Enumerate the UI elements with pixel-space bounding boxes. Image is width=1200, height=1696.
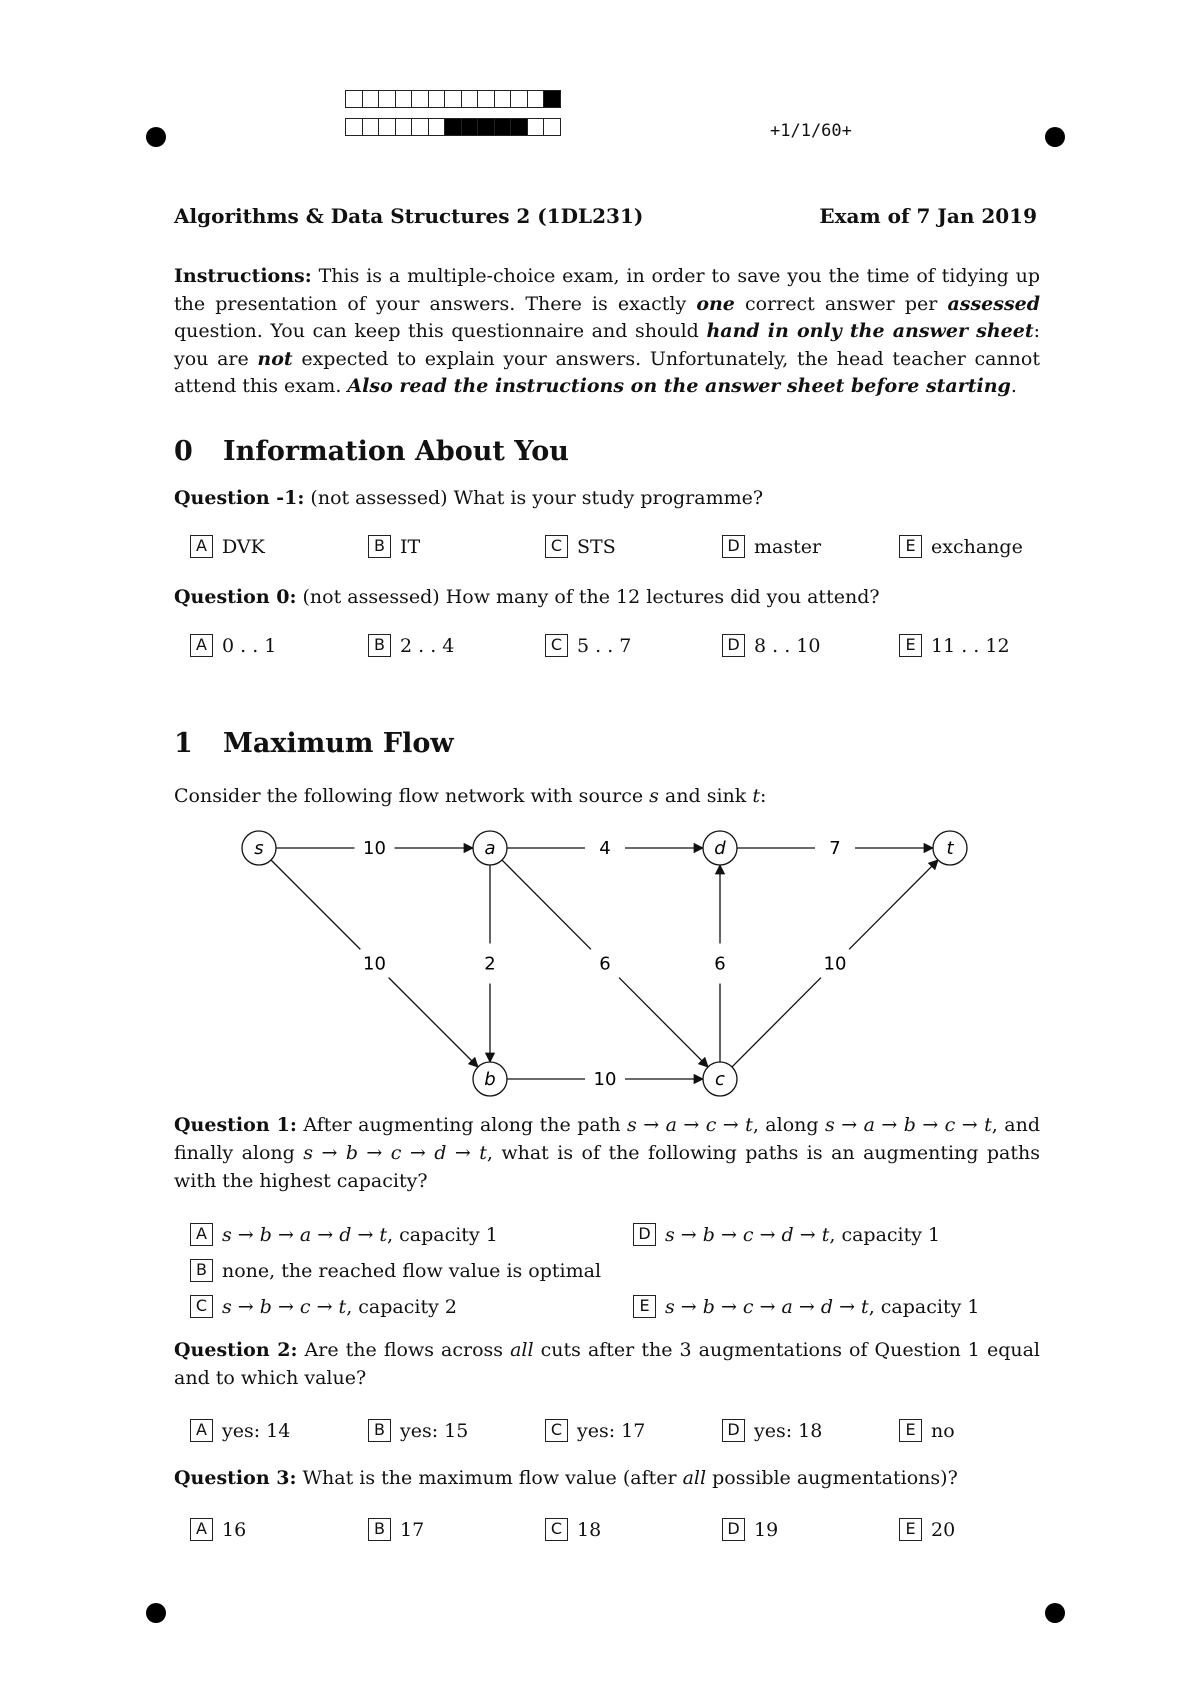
q3-option-e[interactable] [899,1518,955,1541]
option-text: 17 [400,1518,425,1541]
q3-option-d[interactable] [722,1518,778,1541]
option-text: 11 . . 12 [931,634,1010,657]
edge-capacity-label: 6 [714,953,726,975]
question-path: s → b → c → d → t [303,1142,487,1164]
section-number: 0 [174,436,193,467]
q1-option-a[interactable] [190,1223,498,1246]
option-text: 19 [754,1518,779,1541]
answer-checkbox[interactable]: E [633,1295,656,1318]
answer-checkbox[interactable]: E [899,1419,922,1442]
q1-option-c[interactable] [190,1295,457,1318]
question-text: (not assessed) What is your study programme? [304,487,764,509]
edge-capacity-label: 2 [484,953,496,975]
course-title: Algorithms & Data Structures 2 (1DL231) [174,204,644,228]
question-3 [174,1464,1040,1492]
question-label: Question 2: [174,1339,298,1361]
instructions-text: expected to explain your answers. Unfortunately, the head teacher cannot attend this exam. [174,347,1040,397]
option-path: s → b → c → a → d → t [665,1295,869,1318]
instructions-emph: assessed [947,292,1041,315]
page-code: +1/1/60+ [770,121,852,141]
option-text: , capacity 1 [868,1295,980,1318]
q2-option-c[interactable] [545,1419,645,1442]
q2-option-b[interactable] [368,1419,468,1442]
question-text: Are the flows across [297,1339,511,1361]
edge-c-t-head [849,860,938,949]
question-text: (not assessed) How many of the 12 lectures did you attend? [296,586,880,608]
answer-checkbox[interactable]: B [368,1518,391,1541]
intro-sink: t [752,785,760,807]
answer-checkbox[interactable]: D [633,1223,656,1246]
q1-option-e[interactable] [633,1295,979,1318]
question-emph: all [682,1467,707,1489]
option-path: s → b → a → d → t [222,1223,388,1246]
question-text: cuts after the 3 augmentations of Question 1 equal and to which value? [174,1339,1040,1389]
option-text: none, the reached flow value is optimal [222,1259,602,1282]
q2-option-e[interactable] [899,1419,955,1442]
answer-checkbox[interactable]: D [722,535,745,558]
q3-option-c[interactable] [545,1518,601,1541]
instructions-text: This is a multiple-choice exam, in order to save you the time of tidying up the presentation of your answers. There is exactly [174,265,1040,315]
option-text: , capacity 1 [829,1223,941,1246]
q2-option-a[interactable] [190,1419,290,1442]
question-path: s → a → b → c → t [825,1114,992,1136]
question-label: Question 3: [174,1467,297,1489]
node-label: a [484,838,496,859]
option-text: STS [577,535,616,558]
option-text: 2 . . 4 [400,634,455,657]
instructions-emph: not [257,347,293,370]
option-text: 8 . . 10 [754,634,821,657]
node-label: d [714,838,726,859]
option-text: 5 . . 7 [577,634,632,657]
question-text: , what is of the following paths is an augmenting paths with the highest capacity? [174,1142,1040,1192]
answer-checkbox[interactable]: B [368,634,391,657]
question-label: Question 1: [174,1114,297,1136]
instructions-emph: Also read the instructions on the answer sheet before starting [347,375,1011,397]
question-text: What is the maximum flow value (after [296,1467,683,1489]
option-text: yes: 17 [577,1419,646,1442]
option-text: exchange [931,535,1023,558]
answer-checkbox[interactable]: B [368,1419,391,1442]
instructions-emph: hand in only the answer sheet [706,320,1034,342]
answer-checkbox[interactable]: C [545,535,568,558]
edge-capacity-label: 7 [829,838,841,859]
section-title: Information About You [223,436,569,467]
answer-checkbox[interactable]: E [899,535,922,558]
node-label: s [254,838,264,859]
answer-checkbox[interactable]: D [722,1518,745,1541]
instructions-text: . [1010,375,1017,397]
instructions-emph: one [696,292,735,315]
option-text: yes: 18 [754,1419,823,1442]
option-text: yes: 14 [222,1419,291,1442]
question-text: possible augmentations)? [706,1467,958,1489]
answer-checkbox[interactable]: E [899,634,922,657]
option-text: DVK [222,535,265,558]
answer-checkbox[interactable]: E [899,1518,922,1541]
answer-checkbox[interactable]: C [545,1419,568,1442]
answer-checkbox[interactable]: C [190,1295,213,1318]
question-1 [174,1111,1040,1195]
q3-option-a[interactable] [190,1518,246,1541]
edge-capacity-label: 10 [363,953,386,975]
edge-capacity-label: 10 [593,1069,617,1090]
q1-option-d[interactable] [633,1223,940,1246]
answer-checkbox[interactable]: C [545,634,568,657]
question-label: Question -1: [174,487,305,509]
question-path: s → a → c → t [627,1114,753,1136]
answer-checkbox[interactable]: D [722,1419,745,1442]
option-text: 20 [931,1518,956,1541]
answer-checkbox[interactable]: D [722,634,745,657]
node-label: t [946,838,954,859]
answer-checkbox[interactable]: B [190,1259,213,1282]
question-text: After augmenting along the path [296,1114,628,1136]
option-text: yes: 15 [400,1419,469,1442]
answer-checkbox[interactable]: A [190,1419,213,1442]
option-text: 16 [222,1518,247,1541]
q2-option-d[interactable] [722,1419,822,1442]
instructions-text: question. You can keep this questionnaire and should [174,320,707,342]
edge-capacity-label: 10 [363,838,386,859]
edge-s-b-head [389,978,478,1067]
section-title: Maximum Flow [223,728,454,759]
option-text: IT [400,535,421,558]
exam-date: Exam of 7 Jan 2019 [819,204,1037,228]
option-text: 0 . . 1 [222,634,277,657]
answer-checkbox[interactable]: B [368,535,391,558]
answer-checkbox[interactable]: A [190,1223,213,1246]
intro-text: : [759,785,767,807]
instructions-text: : you are [174,320,1041,370]
question-text: , and finally along [174,1114,1040,1164]
option-text: 18 [577,1518,602,1541]
instructions-label: Instructions: [174,265,312,287]
question-label: Question 0: [174,586,297,608]
edge-capacity-label: 6 [599,953,611,975]
section-number: 1 [174,728,193,759]
option-text: , capacity 1 [387,1223,498,1246]
q1-option-b[interactable] [190,1259,601,1282]
answer-checkbox[interactable]: A [190,535,213,558]
node-label: c [715,1069,725,1090]
edge-capacity-label: 4 [599,838,611,859]
question-2 [174,1336,1040,1392]
edge-a-c-tail [502,860,591,949]
option-path: s → b → c → t [222,1295,347,1318]
intro-text: and sink [658,785,753,807]
option-text: , capacity 2 [346,1295,457,1318]
question-text: , along [752,1114,825,1136]
edge-s-b-tail [271,860,360,949]
edge-capacity-label: 10 [823,953,847,975]
option-text: no [931,1419,955,1442]
intro-text: Consider the following flow network with source [174,785,650,807]
option-path: s → b → c → d → t [665,1223,830,1246]
answer-checkbox[interactable]: A [190,634,213,657]
edge-c-t-tail [732,978,821,1067]
option-text: master [754,535,822,558]
answer-checkbox[interactable]: C [545,1518,568,1541]
intro-source: s [649,785,659,807]
q3-option-b[interactable] [368,1518,424,1541]
edge-a-c-head [619,978,708,1067]
question-emph: all [510,1339,534,1361]
answer-checkbox[interactable]: A [190,1518,213,1541]
node-label: b [484,1069,496,1090]
instructions-text: correct answer per [734,292,948,315]
